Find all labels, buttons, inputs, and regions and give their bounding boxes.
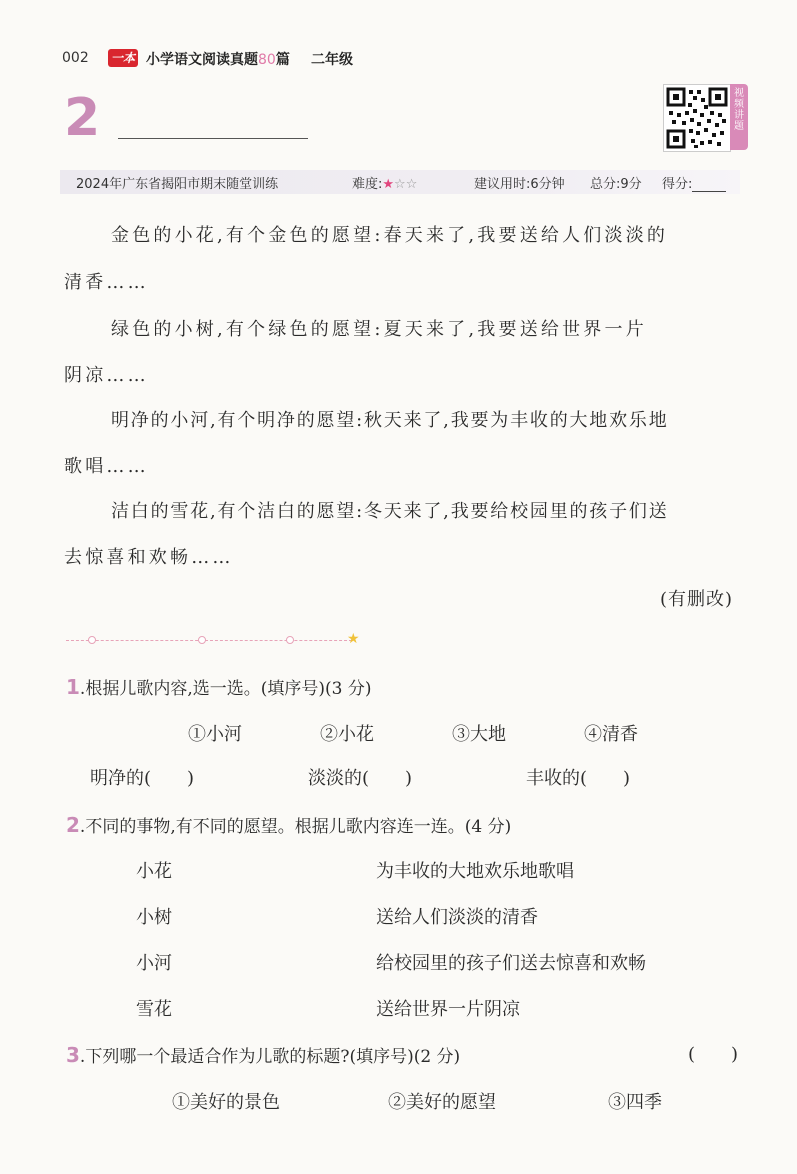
q1-blank[interactable]: 明净的( ) xyxy=(90,768,195,789)
divider-dot xyxy=(88,636,96,644)
q2-right-item[interactable]: 给校园里的孩子们送去惊喜和欢畅 xyxy=(376,953,646,974)
passage-line: 去惊喜和欢畅…… xyxy=(64,547,234,568)
question-text: .根据儿歌内容,选一选。(填序号)(3 分) xyxy=(79,679,372,699)
series-unit: 篇 xyxy=(275,52,290,68)
series-title-text: 小学语文阅读真题 xyxy=(146,52,258,68)
q2-right-item[interactable]: 送给人们淡淡的清香 xyxy=(376,907,538,928)
question-3 xyxy=(66,1042,460,1067)
video-explain-tag[interactable]: 视频讲题 xyxy=(730,84,748,150)
question-1 xyxy=(66,674,371,699)
series-title xyxy=(146,49,290,69)
q2-left-item[interactable]: 小花 xyxy=(136,861,172,882)
suggested-time: 建议用时:6分钟 xyxy=(474,177,565,192)
page-number: 002 xyxy=(62,50,89,66)
q2-right-item[interactable]: 为丰收的大地欢乐地歌唱 xyxy=(376,861,574,882)
star-empty-icon: ☆☆ xyxy=(394,177,418,192)
divider-dot xyxy=(198,636,206,644)
q1-option: ②小花 xyxy=(320,724,374,745)
passage-line: 洁白的雪花,有个洁白的愿望:冬天来了,我要给校园里的孩子们送 xyxy=(111,501,669,522)
qr-code-icon[interactable] xyxy=(663,84,731,152)
question-number: 1 xyxy=(66,675,80,699)
series-count: 80 xyxy=(258,52,276,68)
passage-line: 阴凉…… xyxy=(64,365,149,386)
article-number: 2 xyxy=(64,88,101,148)
q1-option: ③大地 xyxy=(452,724,506,745)
q1-option: ①小河 xyxy=(188,724,242,745)
source-label: 2024年广东省揭阳市期末随堂训练 xyxy=(76,177,279,192)
question-number: 3 xyxy=(66,1043,80,1067)
score-label: 得分: xyxy=(662,177,693,192)
score-blank[interactable] xyxy=(692,179,726,192)
q2-left-item[interactable]: 小河 xyxy=(136,953,172,974)
q2-left-item[interactable]: 小树 xyxy=(136,907,172,928)
difficulty-label: 难度: xyxy=(352,177,383,192)
q3-option: ①美好的景色 xyxy=(172,1092,280,1113)
passage-line: 歌唱…… xyxy=(64,456,149,477)
grade-label: 二年级 xyxy=(311,52,353,68)
title-blank-line xyxy=(118,138,308,139)
section-divider xyxy=(66,640,352,644)
question-number: 2 xyxy=(66,813,80,837)
star-filled-icon: ★ xyxy=(382,177,395,192)
passage-line: 明净的小河,有个明净的愿望:秋天来了,我要为丰收的大地欢乐地 xyxy=(111,410,669,431)
q3-answer-box[interactable]: ( ) xyxy=(688,1044,739,1065)
q3-option: ③四季 xyxy=(608,1092,662,1113)
brand-badge: 一本 xyxy=(108,49,138,67)
passage-line: 金色的小花,有个金色的愿望:春天来了,我要送给人们淡淡的 xyxy=(111,225,669,246)
star-icon: ★ xyxy=(347,631,360,647)
q2-left-item[interactable]: 雪花 xyxy=(136,999,172,1020)
passage-note: (有删改) xyxy=(660,589,734,610)
question-2 xyxy=(66,812,511,837)
score-field xyxy=(662,173,726,192)
q1-blank[interactable]: 丰收的( ) xyxy=(526,768,631,789)
question-text: .下列哪一个最适合作为儿歌的标题?(填序号)(2 分) xyxy=(79,1047,461,1067)
q1-option: ④清香 xyxy=(584,724,638,745)
q1-blank[interactable]: 淡淡的( ) xyxy=(308,768,413,789)
q3-option: ②美好的愿望 xyxy=(388,1092,496,1113)
divider-dot xyxy=(286,636,294,644)
passage-line: 清香…… xyxy=(64,272,149,293)
difficulty xyxy=(352,173,417,192)
question-text: .不同的事物,有不同的愿望。根据儿歌内容连一连。(4 分) xyxy=(79,817,512,837)
passage-line: 绿色的小树,有个绿色的愿望:夏天来了,我要送给世界一片 xyxy=(111,319,647,340)
total-score: 总分:9分 xyxy=(590,177,642,192)
q2-right-item[interactable]: 送给世界一片阴凉 xyxy=(376,999,520,1020)
